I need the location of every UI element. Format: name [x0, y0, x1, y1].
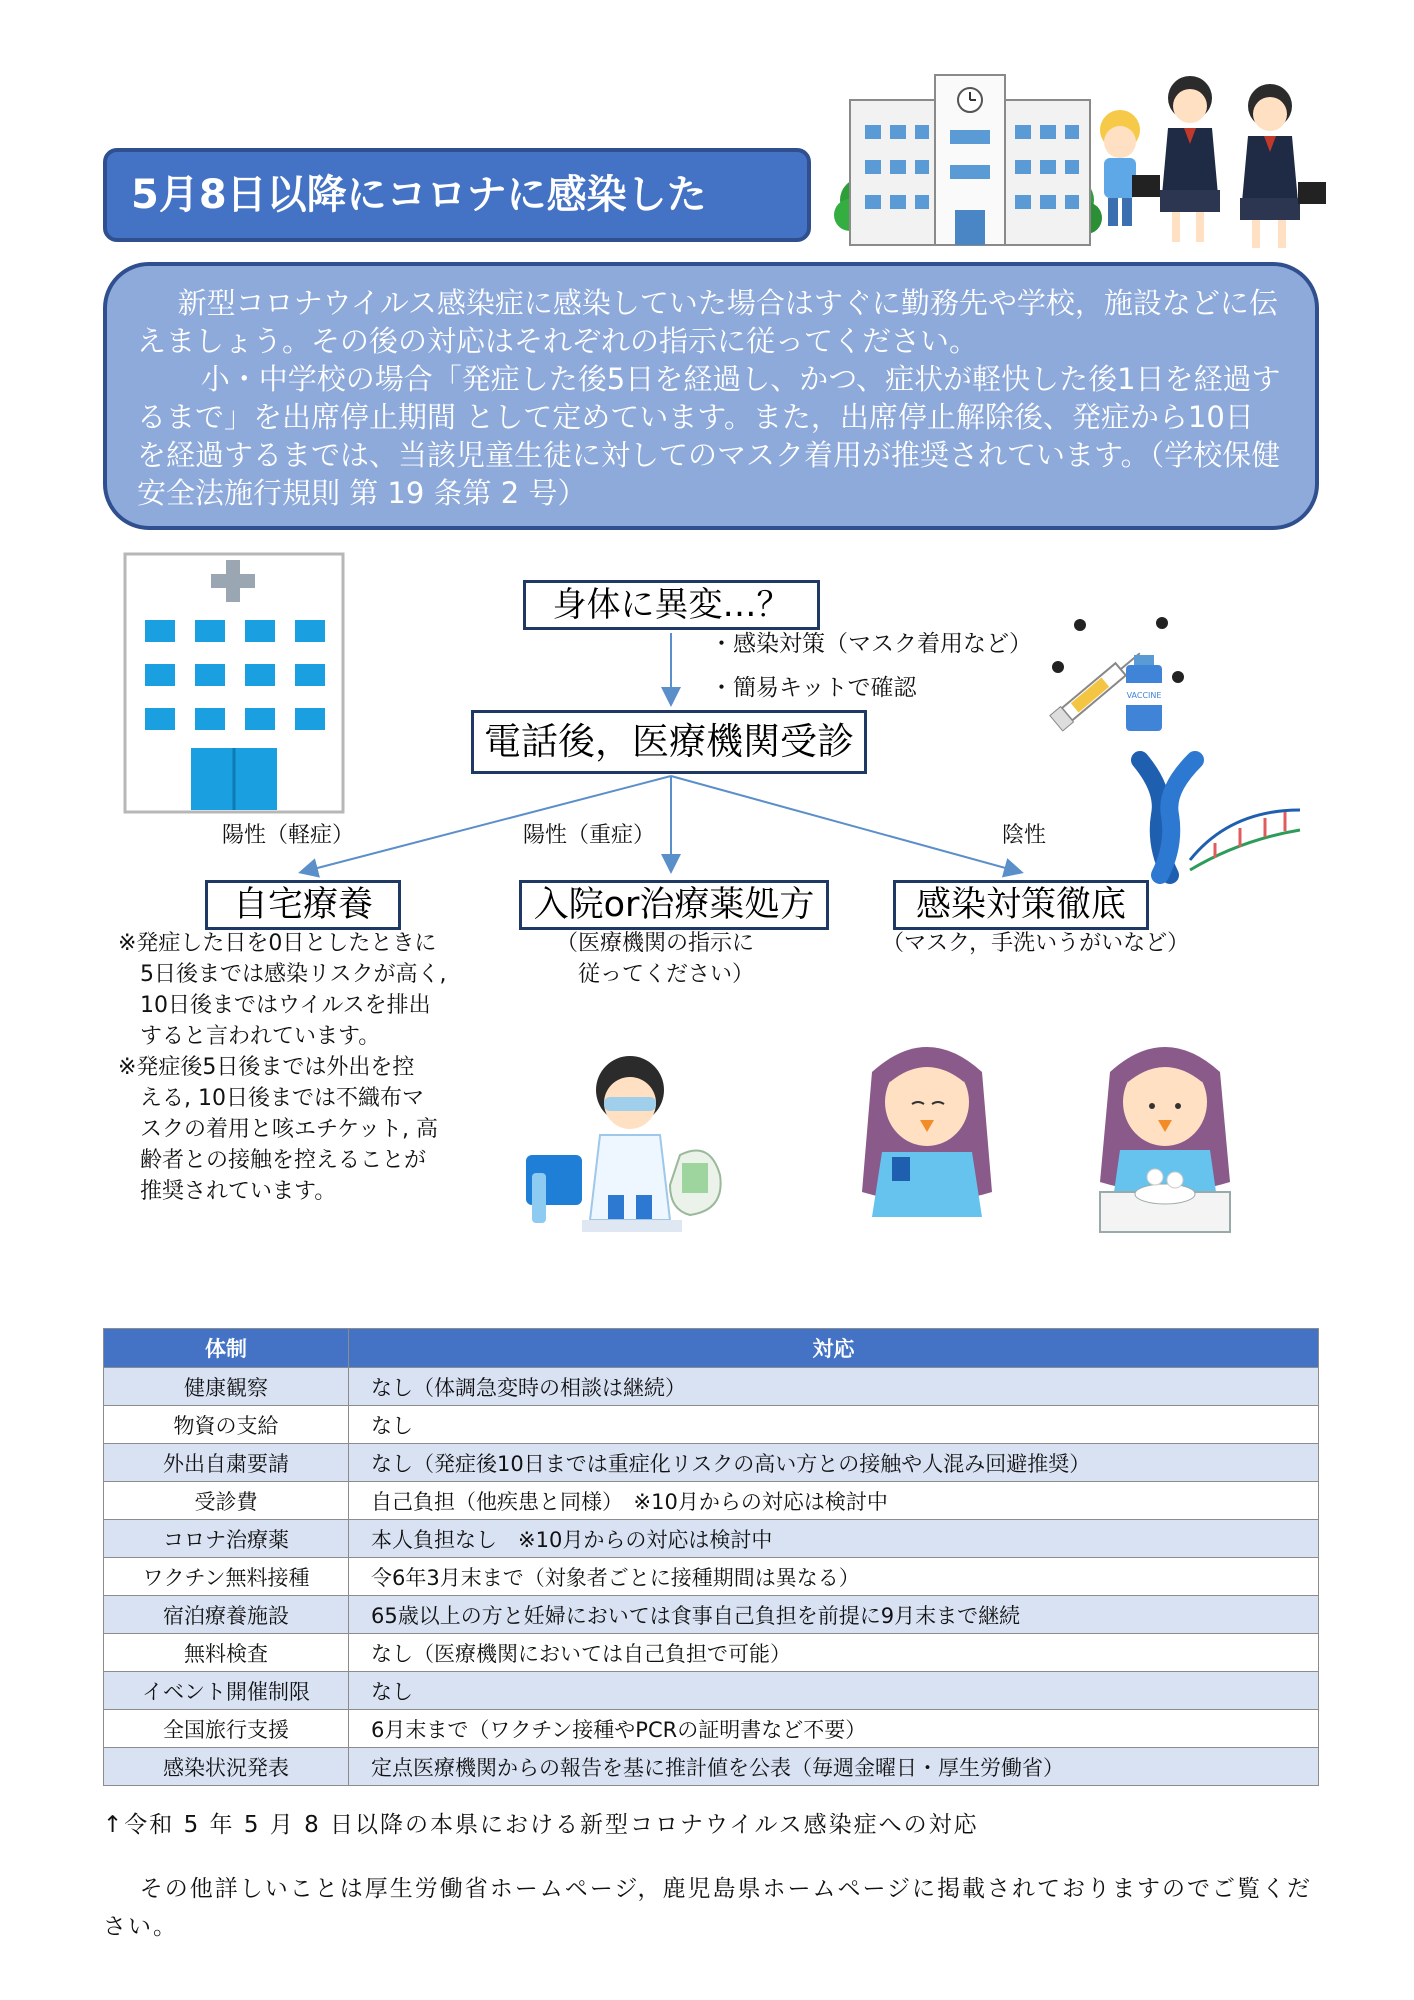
table-caption: ↑令和 5 年 5 月 8 日以降の本県における新型コロナウイルス感染症への対応 [103, 1812, 979, 1838]
table-cell-response: 本人負担なし ※10月からの対応は検討中 [349, 1520, 1319, 1558]
table-row [104, 1710, 1319, 1748]
home-care-notes: ※発症した日を0日としたときに 5日後までは感染リスクが高く, 10日後まではウイルスを排出 すると言われています。 ※発症後5日後までは外出を控 える, 10日後までは不織布マ スクの着用と咳エチケット, 高 齢者との接触を控えることが 推奨されています。 [118, 931, 447, 1204]
table-row [104, 1368, 1319, 1406]
girl-handwashing-icon [1090, 1032, 1240, 1242]
page-title: 5月8日以降にコロナに感染した [103, 148, 811, 242]
nurse-icon [520, 1045, 740, 1245]
table-cell-response: 令6年3月末まで（対象者ごとに接種期間は異なる） [349, 1558, 1319, 1596]
table-cell-system: イベント開催制限 [104, 1672, 349, 1710]
branch-label-severe: 陽性（重症） [523, 823, 656, 848]
table-cell-system: 無料検査 [104, 1634, 349, 1672]
table-cell-system: 全国旅行支援 [104, 1710, 349, 1748]
table-row [104, 1558, 1319, 1596]
table-cell-system: 受診費 [104, 1482, 349, 1520]
table-cell-response: なし（医療機関においては自己負担で可能） [349, 1634, 1319, 1672]
flow-note-testkit: ・簡易キットで確認 [710, 675, 917, 701]
branch-label-negative: 陰性 [1002, 823, 1047, 848]
prevention-notes: （マスク，手洗いうがいなど） [882, 931, 1190, 956]
flow-box-prevention: 感染対策徹底 [893, 880, 1149, 930]
table-row [104, 1634, 1319, 1672]
table-cell-system: 健康観察 [104, 1368, 349, 1406]
table-cell-system: コロナ治療薬 [104, 1520, 349, 1558]
footer-note: その他詳しいことは厚生労働省ホームページ，鹿児島県ホームページに掲載されておりますのでご覧ください。 [103, 1876, 1313, 1940]
flow-start-box: 身体に異変…？ [523, 580, 820, 630]
table-header-row [104, 1329, 1319, 1368]
table-header-system: 体制 [104, 1329, 349, 1368]
vaccine-label: VACCINE [1126, 691, 1162, 700]
table-row [104, 1482, 1319, 1520]
table-row [104, 1748, 1319, 1786]
table-row [104, 1672, 1319, 1710]
table-row [104, 1406, 1319, 1444]
table-cell-response: 6月末まで（ワクチン接種やPCRの証明書など不要） [349, 1710, 1319, 1748]
intro-paragraph-1: 新型コロナウイルス感染症に感染していた場合はすぐに勤務先や学校，施設などに伝えましょう。その後の対応はそれぞれの指示に従ってください。 [137, 286, 1278, 358]
table-cell-response: 定点医療機関からの報告を基に推計値を公表（毎週金曜日・厚生労働省） [349, 1748, 1319, 1786]
dna-icon [1120, 750, 1310, 890]
table-cell-response: なし [349, 1406, 1319, 1444]
hospitalization-notes: （医療機関の指示に 従ってください） [556, 931, 755, 987]
table-cell-system: 宿泊療養施設 [104, 1596, 349, 1634]
table-cell-system: 外出自粛要請 [104, 1444, 349, 1482]
table-cell-system: ワクチン無料接種 [104, 1558, 349, 1596]
branch-label-mild: 陽性（軽症） [222, 823, 355, 848]
flow-box-home-care: 自宅療養 [205, 880, 401, 930]
table-cell-response: なし [349, 1672, 1319, 1710]
flow-note-mask: ・感染対策（マスク着用など） [710, 631, 1032, 657]
flow-middle-box: 電話後，医療機関受診 [471, 710, 867, 774]
table-row [104, 1520, 1319, 1558]
vaccine-icon [1040, 605, 1190, 740]
table-cell-response: なし（体調急変時の相談は継続） [349, 1368, 1319, 1406]
table-header-response: 対応 [349, 1329, 1319, 1368]
table-cell-system: 物資の支給 [104, 1406, 349, 1444]
response-table [103, 1328, 1319, 1786]
table-cell-response: 自己負担（他疾患と同様） ※10月からの対応は検討中 [349, 1482, 1319, 1520]
flow-box-hospitalization: 入院or治療薬処方 [519, 880, 829, 930]
table-cell-response: なし（発症後10日までは重症化リスクの高い方との接触や人混み回避推奨） [349, 1444, 1319, 1482]
table-cell-response: 65歳以上の方と妊婦においては食事自己負担を前提に9月末まで継続 [349, 1596, 1319, 1634]
table-row [104, 1596, 1319, 1634]
girl-resting-icon [852, 1032, 1002, 1242]
intro-paragraph-2: 小・中学校の場合「発症した後5日を経過し、かつ、症状が軽快した後1日を経過するまで」を出席停止期間 として定めています。また，出席停止解除後、発症から10日を経過するまでは、当該児童生徒に対してのマスク着用が推奨されています。（学校保健安全法施行規則 第 19 条第 2 号） [137, 362, 1281, 510]
table-row [104, 1444, 1319, 1482]
table-cell-system: 感染状況発表 [104, 1748, 349, 1786]
